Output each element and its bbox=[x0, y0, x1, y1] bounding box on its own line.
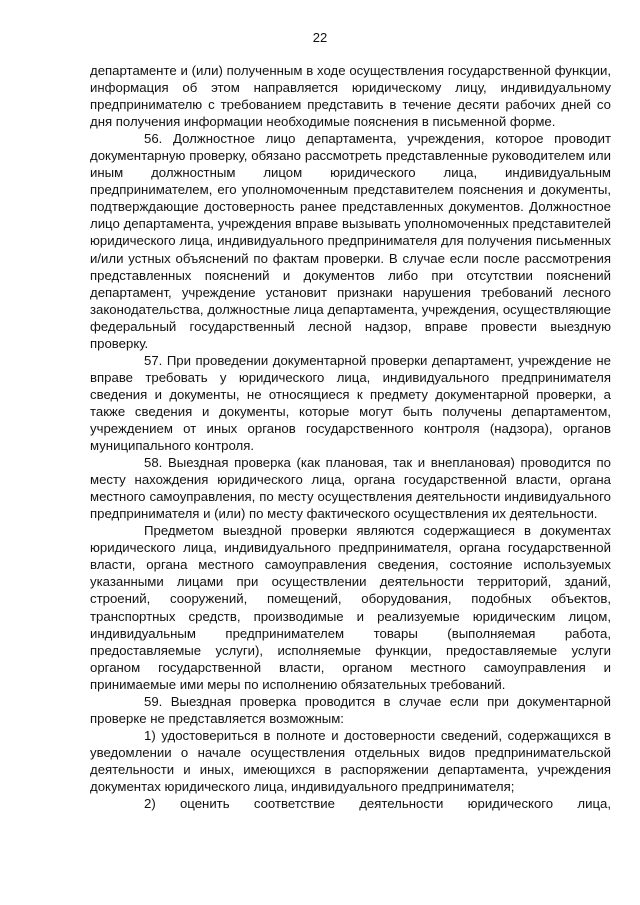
page-number: 22 bbox=[312, 30, 328, 45]
paragraph-continuation: департаменте и (или) полученным в ходе осуществления государственной функции, информация об этом направляется юридическому лицу, индивидуальному предпринимателю с требованием представить в течение десяти рабочих дней со дня получения информации необходимые пояснения в письменной форме. bbox=[90, 63, 611, 130]
paragraph-59: 59. Выездная проверка проводится в случае если при документарной проверке не представляется возможным: bbox=[90, 693, 611, 726]
paragraph-56: 56. Должностное лицо департамента, учреждения, которое проводит документарную проверку, обязано рассмотреть представленные руководителем или иным должностным лицом юридического лица, индивидуальным предпринимателем, его уполномоченным представителем пояснения и документы, подтверждающие достоверность ранее представленных документов. Должностное лицо департамента, учреждения вправе вызывать уполномоченных представителей юридического лица, индивидуального предпринимателя для получения письменных и/или устных объяснений по фактам проверки. В случае если после рассмотрения представленных пояснений и документов либо при отсутствии пояснений департамент, учреждение установит признаки нарушения требований лесного законодательства, должностные лица департамента, учреждения, осуществляющие федеральный государственный лесной надзор, вправе провести выездную проверку. bbox=[90, 131, 611, 351]
paragraph-inspection-subject: Предметом выездной проверки являются содержащиеся в документах юридического лица, индивидуального предпринимателя, органа государственной власти, органа местного самоуправления сведения, состояние используемых указанными лицами при осуществлении деятельности территорий, зданий, строений, сооружений, помещений, оборудования, подобных объектов, транспортных средств, производимые и реализуемые юридическим лицом, индивидуальным предпринимателем товары (выполняемая работа, предоставляемые услуги), исполняемые функции, предоставляемые услуги органом государственной власти, органом местного самоуправления и принимаемые ими меры по исполнению обязательных требований. bbox=[90, 523, 611, 692]
paragraph-58: 58. Выездная проверка (как плановая, так и внеплановая) проводится по месту нахождения юридического лица, органа государственной власти, органа местного самоуправления, по месту осуществления деятельности индивидуального предпринимателя и (или) по месту фактического осуществления их деятельности. bbox=[90, 455, 611, 522]
document-body bbox=[90, 62, 611, 812]
paragraph-57: 57. При проведении документарной проверки департамент, учреждение не вправе требовать у юридического лица, индивидуального предпринимателя сведения и документы, не относящиеся к предмету документарной проверки, а также сведения и документы, которые могут быть получены департаментом, учреждением от иных органов государственного контроля (надзора), органов муниципального контроля. bbox=[90, 352, 611, 454]
list-item-59-2: 2) оценить соответствие деятельности юридического лица, bbox=[144, 796, 611, 812]
list-item-59-1: 1) удостовериться в полноте и достоверности сведений, содержащихся в уведомлении о начале осуществления отдельных видов предпринимательской деятельности и иных, имеющихся в распоряжении департамента, учреждения документах юридического лица, индивидуального предпринимателя; bbox=[90, 727, 611, 794]
